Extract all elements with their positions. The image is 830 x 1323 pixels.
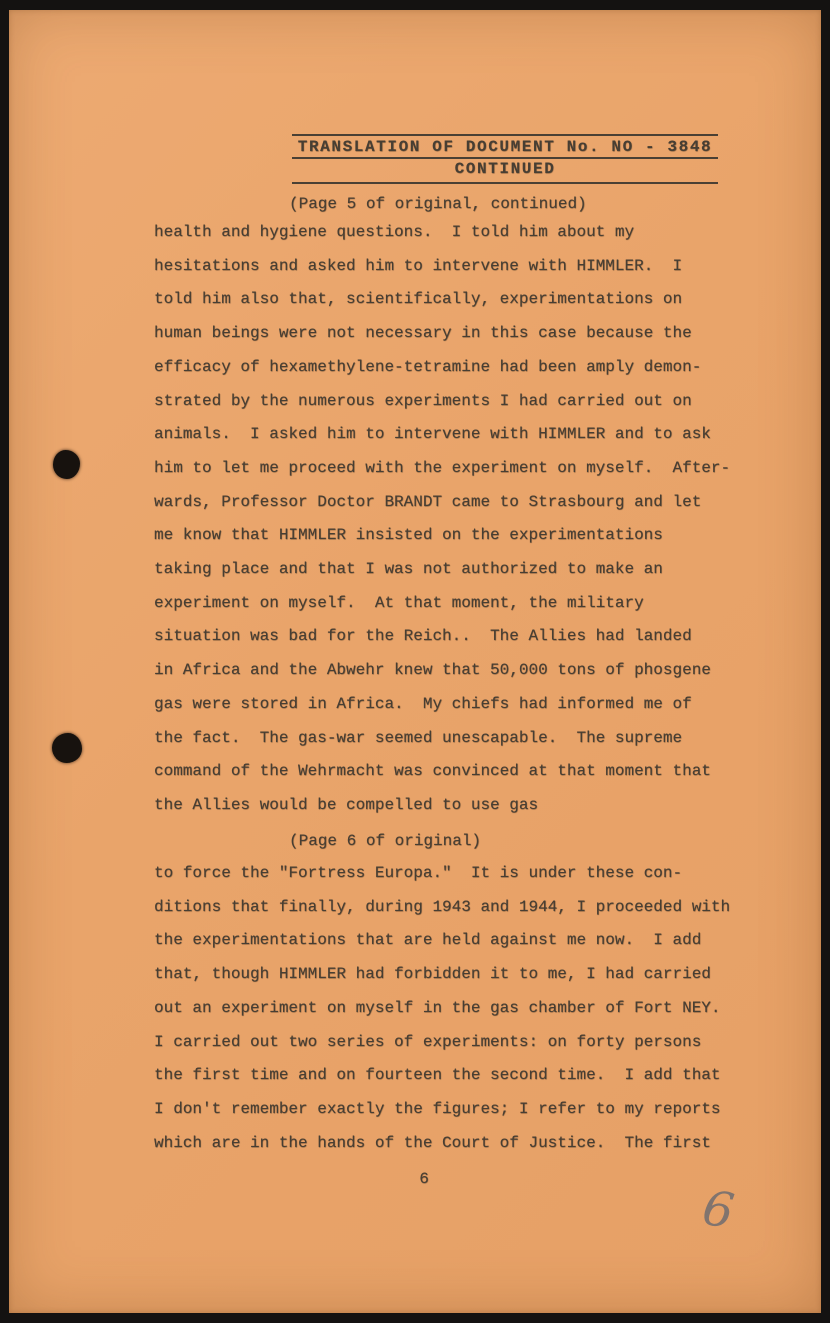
page-number: 6 bbox=[419, 1170, 429, 1188]
body-line: the fact. The gas-war seemed unescapable. The supreme bbox=[154, 728, 683, 747]
body-line: situation was bad for the Reich.. The Allies had landed bbox=[154, 627, 692, 646]
body-line: out an experiment on myself in the gas chamber of Fort NEY. bbox=[154, 998, 721, 1017]
body-line: I don't remember exactly the figures; I refer to my reports bbox=[154, 1099, 721, 1118]
document-title: TRANSLATION OF DOCUMENT No. NO - 3848 bbox=[292, 137, 718, 159]
body-line: taking place and that I was not authorized to make an bbox=[154, 560, 663, 579]
body-text-page5 bbox=[154, 216, 754, 823]
body-line: that, though HIMMLER had forbidden it to me, I had carried bbox=[154, 965, 711, 984]
body-line: gas were stored in Africa. My chiefs had informed me of bbox=[154, 694, 692, 713]
handwritten-page-number: 6 bbox=[698, 1179, 738, 1241]
body-line: ditions that finally, during 1943 and 1944, I proceeded with bbox=[154, 897, 731, 916]
body-line: me know that HIMMLER insisted on the experimentations bbox=[154, 526, 663, 545]
hole-punch-bottom bbox=[52, 733, 82, 763]
body-line: the first time and on fourteen the second time. I add that bbox=[154, 1066, 721, 1085]
page6-heading: (Page 6 of original) bbox=[289, 832, 482, 850]
body-line: I carried out two series of experiments: on forty persons bbox=[154, 1032, 702, 1051]
document-header bbox=[292, 134, 718, 184]
body-line: in Africa and the Abwehr knew that 50,000 tons of phosgene bbox=[154, 661, 711, 680]
page5-heading: (Page 5 of original, continued) bbox=[289, 195, 587, 213]
body-line: efficacy of hexamethylene-tetramine had been amply demon- bbox=[154, 357, 702, 376]
body-line: which are in the hands of the Court of Justice. The first bbox=[154, 1133, 711, 1152]
body-line: the Allies would be compelled to use gas bbox=[154, 795, 539, 814]
body-line: strated by the numerous experiments I had carried out on bbox=[154, 391, 692, 410]
body-text-page6 bbox=[154, 857, 754, 1160]
body-line: command of the Wehrmacht was convinced at that moment that bbox=[154, 762, 711, 781]
body-line: experiment on myself. At that moment, the military bbox=[154, 593, 644, 612]
document-continued-label: CONTINUED bbox=[454, 160, 556, 178]
body-line: the experimentations that are held against me now. I add bbox=[154, 931, 702, 950]
body-line: animals. I asked him to intervene with HIMMLER and to ask bbox=[154, 425, 711, 444]
body-line: health and hygiene questions. I told him about my bbox=[154, 223, 635, 241]
hole-punch-top bbox=[53, 450, 80, 479]
body-line: told him also that, scientifically, experimentations on bbox=[154, 290, 683, 309]
document-page bbox=[9, 10, 821, 1313]
body-line: him to let me proceed with the experiment on myself. After- bbox=[154, 458, 731, 477]
body-line: to force the "Fortress Europa." It is under these con- bbox=[154, 864, 683, 882]
body-line: human beings were not necessary in this case because the bbox=[154, 324, 692, 343]
body-line: wards, Professor Doctor BRANDT came to Strasbourg and let bbox=[154, 492, 702, 511]
body-line: hesitations and asked him to intervene with HIMMLER. I bbox=[154, 256, 683, 275]
